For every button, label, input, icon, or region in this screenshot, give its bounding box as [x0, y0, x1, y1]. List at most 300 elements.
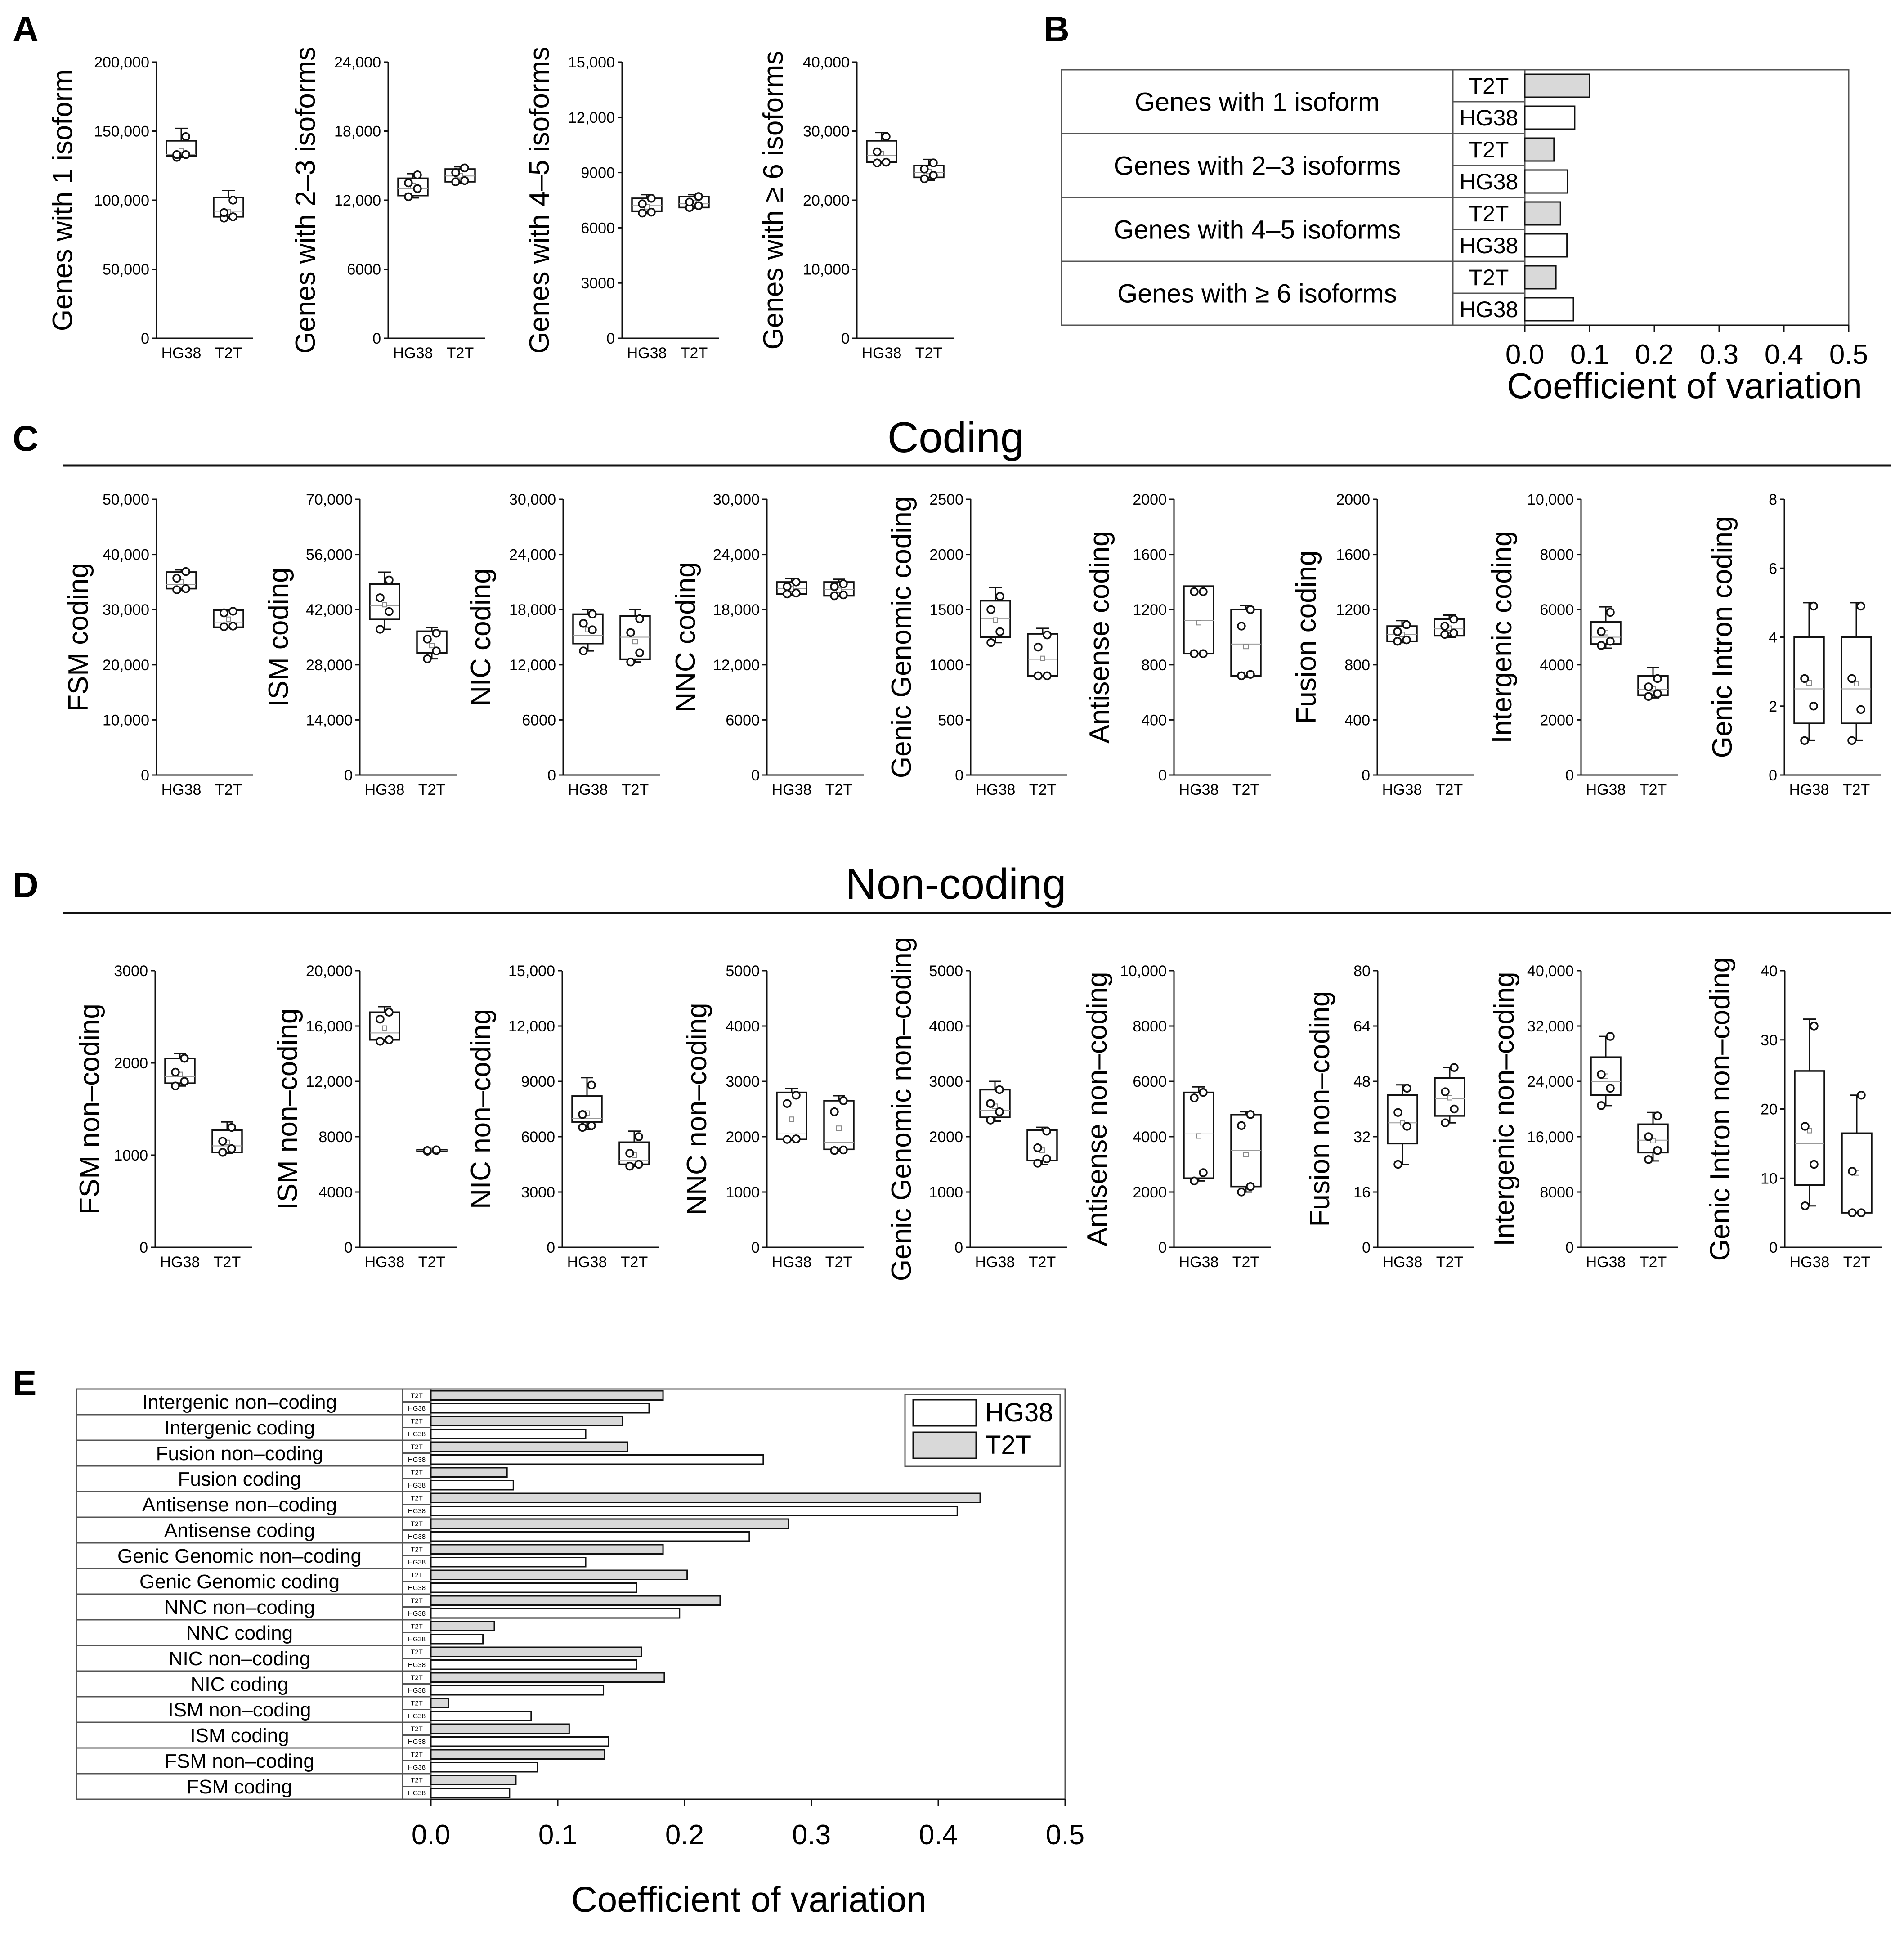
- series-label: T2T: [411, 1520, 423, 1528]
- y-tick-label: 3000: [521, 1184, 555, 1201]
- series-label: HG38: [408, 1661, 426, 1669]
- y-axis-label: Antisense coding: [1084, 531, 1115, 744]
- bar: [431, 1506, 957, 1516]
- data-point: [1654, 1112, 1661, 1120]
- data-point: [987, 1100, 994, 1107]
- y-tick-label: 30,000: [713, 491, 760, 508]
- data-point: [182, 133, 189, 140]
- y-axis-label: Fusion coding: [1291, 550, 1322, 724]
- data-point: [695, 202, 702, 209]
- y-tick-label: 40,000: [103, 546, 149, 564]
- data-point: [1607, 1085, 1614, 1092]
- data-point: [1394, 628, 1401, 635]
- y-tick-label: 1600: [1133, 546, 1167, 564]
- y-tick-label: 0: [955, 767, 963, 784]
- data-point: [229, 623, 237, 630]
- bar: [431, 1583, 636, 1593]
- boxplot: [681, 963, 864, 1271]
- y-tick-label: 4000: [726, 1018, 760, 1035]
- y-tick-label: 18,000: [334, 123, 381, 140]
- data-point: [1607, 638, 1614, 645]
- y-tick-label: 56,000: [306, 546, 353, 564]
- series-label: HG38: [408, 1712, 426, 1720]
- row-label: Antisense coding: [164, 1519, 315, 1542]
- y-tick-label: 6000: [347, 261, 381, 278]
- y-axis-label: FSM non–coding: [74, 1004, 105, 1214]
- x-tick-label: T2T: [213, 1254, 241, 1271]
- x-tick-label: HG38: [1382, 781, 1422, 798]
- mean-marker: [1244, 644, 1248, 649]
- x-tick-label: HG38: [627, 345, 667, 362]
- x-tick-label: T2T: [1232, 781, 1260, 798]
- bar: [1525, 266, 1556, 289]
- y-axis-label: Intergenic non–coding: [1489, 972, 1520, 1246]
- data-point: [1857, 603, 1864, 610]
- y-tick-label: 1200: [1133, 601, 1167, 619]
- data-point: [433, 630, 440, 637]
- data-point: [405, 193, 412, 200]
- section-title-noncoding: Non-coding: [845, 860, 1066, 908]
- data-point: [1645, 683, 1652, 690]
- y-tick-label: 14,000: [306, 712, 353, 729]
- y-tick-label: 2000: [1336, 491, 1370, 508]
- y-tick-label: 20,000: [103, 656, 149, 674]
- data-point: [452, 169, 459, 176]
- mean-marker: [1196, 1134, 1201, 1138]
- series-label: T2T: [411, 1699, 423, 1707]
- data-point: [1849, 1168, 1856, 1175]
- data-point: [1441, 631, 1448, 638]
- y-tick-label: 12,000: [334, 192, 381, 209]
- data-point: [172, 1082, 179, 1089]
- x-tick-label: 0.0: [411, 1819, 451, 1851]
- data-point: [626, 1150, 633, 1157]
- y-tick-label: 5000: [929, 963, 963, 980]
- data-point: [1858, 1209, 1865, 1216]
- y-tick-label: 6000: [1540, 601, 1574, 619]
- x-tick-label: 0.1: [538, 1819, 578, 1851]
- data-point: [635, 1133, 642, 1140]
- data-point: [376, 626, 384, 633]
- series-label: T2T: [411, 1469, 423, 1477]
- data-point: [1238, 672, 1245, 679]
- y-tick-label: 50,000: [103, 491, 149, 508]
- data-point: [1035, 672, 1042, 679]
- data-point: [840, 580, 847, 587]
- x-tick-label: T2T: [621, 781, 649, 798]
- bar: [431, 1622, 494, 1631]
- y-tick-label: 15,000: [568, 54, 615, 71]
- boxplot: [63, 491, 253, 798]
- bar: [431, 1763, 538, 1772]
- series-label: HG38: [408, 1584, 426, 1592]
- boxplot: [886, 937, 1067, 1281]
- bar: [431, 1775, 516, 1785]
- data-point: [1394, 1161, 1402, 1168]
- series-label: HG38: [408, 1405, 426, 1412]
- data-point: [639, 200, 646, 207]
- row-label: FSM non–coding: [165, 1750, 314, 1772]
- y-tick-label: 8000: [318, 1129, 353, 1146]
- series-label: T2T: [1469, 137, 1509, 162]
- data-point: [784, 1136, 791, 1143]
- data-point: [636, 615, 643, 623]
- bar: [431, 1404, 649, 1413]
- data-point: [1247, 606, 1254, 613]
- y-tick-label: 24,000: [1527, 1073, 1574, 1090]
- series-label: T2T: [411, 1443, 423, 1451]
- data-point: [1857, 706, 1864, 713]
- boxplot: [272, 963, 457, 1271]
- y-tick-label: 24,000: [509, 546, 556, 564]
- data-point: [1238, 1122, 1245, 1129]
- y-tick-label: 4000: [318, 1184, 353, 1201]
- y-tick-label: 0: [1362, 1239, 1371, 1256]
- y-tick-label: 18,000: [713, 601, 760, 619]
- boxplot: [263, 491, 457, 798]
- data-point: [1442, 1119, 1449, 1126]
- series-label: HG38: [408, 1430, 426, 1438]
- legend-label: HG38: [985, 1398, 1053, 1427]
- data-point: [1598, 1071, 1605, 1078]
- y-tick-label: 800: [1141, 656, 1167, 674]
- x-tick-label: HG38: [161, 345, 202, 362]
- boxplot: [466, 491, 660, 798]
- series-label: HG38: [408, 1507, 426, 1515]
- data-point: [793, 1092, 800, 1099]
- y-tick-label: 0: [1158, 1239, 1167, 1256]
- y-tick-label: 40,000: [1527, 963, 1574, 980]
- data-point: [1654, 690, 1661, 697]
- series-label: HG38: [408, 1789, 426, 1797]
- bar: [431, 1712, 531, 1721]
- data-point: [1810, 603, 1817, 610]
- data-point: [831, 1147, 838, 1154]
- y-tick-label: 2: [1769, 698, 1777, 715]
- bar: [431, 1430, 586, 1439]
- data-point: [930, 172, 937, 179]
- data-point: [424, 655, 431, 663]
- x-tick-label: HG38: [861, 345, 902, 362]
- y-tick-label: 16: [1353, 1184, 1371, 1201]
- panel-label-a: A: [13, 9, 39, 49]
- data-point: [588, 1081, 595, 1089]
- y-tick-label: 0: [751, 767, 760, 784]
- y-tick-label: 32: [1353, 1129, 1371, 1146]
- series-label: HG38: [408, 1738, 426, 1746]
- data-point: [1858, 1092, 1865, 1099]
- series-label: T2T: [411, 1494, 423, 1502]
- boxplot: [74, 963, 252, 1271]
- bar: [431, 1698, 448, 1708]
- mean-marker: [1447, 1096, 1452, 1100]
- y-tick-label: 2000: [114, 1055, 148, 1072]
- panel-a-boxplots: [47, 47, 954, 362]
- data-point: [1801, 737, 1808, 744]
- bar: [431, 1737, 609, 1747]
- y-tick-label: 20,000: [803, 192, 850, 209]
- y-axis-label: Genes with 1 isoform: [47, 69, 78, 332]
- x-tick-label: HG38: [1586, 1254, 1626, 1271]
- x-tick-label: 0.3: [792, 1819, 831, 1851]
- bar: [1525, 202, 1560, 225]
- data-point: [1238, 623, 1245, 630]
- y-tick-label: 40: [1761, 963, 1778, 980]
- y-tick-label: 12,000: [508, 1018, 555, 1035]
- data-point: [987, 1116, 994, 1124]
- data-point: [433, 647, 440, 654]
- row-label: ISM coding: [190, 1724, 289, 1747]
- bar: [431, 1442, 627, 1452]
- data-point: [1810, 1161, 1818, 1168]
- data-point: [1607, 609, 1614, 616]
- boxplot: [290, 47, 485, 362]
- bar: [431, 1609, 680, 1618]
- bar: [431, 1558, 586, 1567]
- data-point: [182, 568, 189, 575]
- mean-marker: [1244, 1152, 1248, 1157]
- y-tick-label: 4000: [1540, 656, 1574, 674]
- x-tick-label: T2T: [215, 345, 242, 362]
- row-label: Antisense non–coding: [142, 1493, 337, 1516]
- data-point: [831, 592, 838, 600]
- data-point: [1043, 1155, 1050, 1162]
- y-tick-label: 8: [1769, 491, 1777, 508]
- y-tick-label: 18,000: [509, 601, 556, 619]
- y-tick-label: 0: [841, 330, 850, 347]
- data-point: [793, 1135, 800, 1143]
- y-tick-label: 6000: [1133, 1073, 1167, 1090]
- y-tick-label: 0: [1158, 767, 1167, 784]
- y-tick-label: 5000: [726, 963, 760, 980]
- y-tick-label: 8000: [1540, 546, 1574, 564]
- data-point: [173, 574, 180, 582]
- x-tick-label: 0.5: [1829, 339, 1868, 370]
- data-point: [1645, 1156, 1652, 1163]
- y-tick-label: 6000: [522, 712, 556, 729]
- y-tick-label: 2000: [1540, 712, 1574, 729]
- x-tick-label: HG38: [771, 1254, 812, 1271]
- legend: [905, 1394, 1060, 1466]
- data-point: [424, 1147, 431, 1154]
- series-label: T2T: [1469, 73, 1509, 99]
- data-point: [385, 1036, 393, 1044]
- y-tick-label: 12,000: [509, 656, 556, 674]
- y-tick-label: 0: [1769, 767, 1777, 784]
- series-label: HG38: [408, 1482, 426, 1489]
- y-tick-label: 100,000: [94, 192, 149, 209]
- x-tick-label: HG38: [393, 345, 433, 362]
- box-iqr: [1184, 586, 1214, 654]
- data-point: [1043, 1128, 1050, 1135]
- boxplot: [1082, 963, 1271, 1271]
- data-point: [1654, 1147, 1661, 1154]
- data-point: [589, 626, 596, 633]
- data-point: [626, 1163, 633, 1170]
- data-point: [1247, 671, 1254, 678]
- boxplot: [1489, 963, 1678, 1271]
- box-iqr: [1231, 609, 1261, 676]
- y-tick-label: 80: [1353, 963, 1371, 980]
- data-point: [1450, 629, 1457, 636]
- panel-d-noncoding-boxplots: [74, 937, 1882, 1281]
- x-tick-label: T2T: [1843, 1254, 1871, 1271]
- series-label: T2T: [411, 1751, 423, 1759]
- y-axis-label: Genic Intron coding: [1707, 516, 1738, 758]
- data-point: [1451, 1106, 1458, 1113]
- x-tick-label: T2T: [680, 345, 708, 362]
- y-tick-label: 70,000: [306, 491, 353, 508]
- x-tick-label: T2T: [418, 1254, 446, 1271]
- x-tick-label: 0.2: [1635, 339, 1674, 370]
- box-iqr: [165, 1058, 195, 1083]
- y-tick-label: 8000: [1133, 1018, 1167, 1035]
- x-tick-label: T2T: [825, 781, 853, 798]
- y-tick-label: 30,000: [803, 123, 850, 140]
- panel-c-coding-boxplots: [63, 491, 1881, 798]
- box-iqr: [1638, 676, 1668, 695]
- x-tick-label: HG38: [364, 781, 405, 798]
- y-tick-label: 6: [1769, 560, 1777, 578]
- x-axis-title: Coefficient of variation: [571, 1879, 927, 1919]
- series-label: HG38: [1459, 297, 1519, 322]
- y-tick-label: 3000: [726, 1073, 760, 1090]
- data-point: [452, 178, 459, 185]
- x-tick-label: 0.2: [665, 1819, 704, 1851]
- series-label: HG38: [408, 1764, 426, 1771]
- y-tick-label: 2000: [1133, 1184, 1167, 1201]
- row-label: NIC non–coding: [168, 1647, 311, 1670]
- mean-marker: [382, 602, 387, 607]
- bar: [431, 1596, 720, 1605]
- data-point: [1200, 1169, 1207, 1176]
- bar: [431, 1416, 623, 1426]
- bar: [431, 1660, 636, 1670]
- x-tick-label: HG38: [771, 781, 812, 798]
- y-axis-label: ISM coding: [263, 567, 294, 707]
- data-point: [579, 1124, 586, 1131]
- row-label: Genes with ≥ 6 isoforms: [1117, 279, 1397, 309]
- x-tick-label: HG38: [1789, 1254, 1830, 1271]
- boxplot: [758, 51, 954, 362]
- data-point: [1849, 1209, 1856, 1216]
- y-tick-label: 1200: [1336, 601, 1370, 619]
- mean-marker: [382, 1026, 387, 1031]
- row-label: FSM coding: [187, 1775, 292, 1798]
- y-tick-label: 1500: [929, 601, 963, 619]
- x-tick-label: T2T: [915, 345, 943, 362]
- y-tick-label: 12,000: [306, 1073, 353, 1090]
- y-tick-label: 30: [1761, 1031, 1778, 1049]
- y-tick-label: 1000: [726, 1184, 760, 1201]
- data-point: [1200, 588, 1207, 595]
- y-tick-label: 3000: [929, 1073, 963, 1090]
- x-tick-label: T2T: [215, 781, 242, 798]
- data-point: [648, 209, 655, 216]
- series-label: T2T: [411, 1392, 423, 1400]
- data-point: [220, 209, 228, 216]
- data-point: [1848, 675, 1855, 682]
- x-tick-label: T2T: [1435, 781, 1463, 798]
- y-tick-label: 3000: [581, 275, 615, 292]
- y-tick-label: 2500: [929, 491, 963, 508]
- data-point: [1598, 642, 1605, 649]
- data-point: [793, 578, 800, 586]
- data-point: [784, 590, 791, 597]
- series-label: HG38: [408, 1559, 426, 1566]
- box-iqr: [370, 584, 399, 619]
- data-point: [831, 1108, 838, 1116]
- y-tick-label: 0: [344, 1239, 353, 1256]
- box-iqr: [980, 1089, 1010, 1117]
- x-tick-label: 0.3: [1699, 339, 1739, 370]
- x-tick-label: T2T: [1639, 1254, 1667, 1271]
- data-point: [461, 177, 468, 184]
- data-point: [840, 592, 847, 599]
- data-point: [219, 1149, 226, 1156]
- y-axis-label: NNC coding: [670, 562, 701, 713]
- data-point: [1403, 636, 1410, 644]
- y-tick-label: 10,000: [103, 712, 149, 729]
- data-point: [181, 1078, 188, 1085]
- data-point: [1394, 1109, 1402, 1116]
- y-tick-label: 0: [1362, 767, 1370, 784]
- data-point: [1441, 623, 1448, 630]
- data-point: [1801, 675, 1808, 682]
- data-point: [686, 198, 693, 206]
- bar: [431, 1788, 510, 1798]
- bar: [431, 1455, 763, 1465]
- y-tick-label: 24,000: [713, 546, 760, 564]
- data-point: [996, 593, 1004, 600]
- bar: [1525, 138, 1554, 161]
- row-label: Fusion non–coding: [156, 1442, 323, 1465]
- y-axis-label: NIC non–coding: [466, 1009, 497, 1209]
- x-tick-label: T2T: [1232, 1254, 1260, 1271]
- data-point: [229, 197, 237, 204]
- row-label: Genes with 4–5 isoforms: [1113, 215, 1401, 245]
- y-tick-label: 28,000: [306, 656, 353, 674]
- data-point: [1403, 1123, 1411, 1130]
- bar: [1525, 74, 1590, 97]
- data-point: [229, 608, 237, 615]
- data-point: [173, 586, 180, 593]
- data-point: [921, 166, 928, 173]
- y-tick-label: 16,000: [1527, 1129, 1574, 1146]
- y-tick-label: 400: [1344, 712, 1370, 729]
- y-axis-label: FSM coding: [63, 563, 94, 712]
- boxplot: [1291, 491, 1474, 798]
- x-tick-label: 0.5: [1045, 1819, 1085, 1851]
- data-point: [182, 151, 189, 158]
- mean-marker: [789, 1117, 794, 1121]
- mean-marker: [226, 617, 231, 622]
- data-point: [461, 164, 468, 171]
- y-tick-label: 12,000: [568, 109, 615, 126]
- data-point: [1191, 650, 1198, 657]
- data-point: [695, 193, 702, 200]
- boxplot: [466, 963, 659, 1271]
- x-tick-label: T2T: [1842, 781, 1870, 798]
- box-iqr: [1028, 634, 1057, 676]
- y-axis-label: Genic Genomic coding: [886, 496, 917, 779]
- data-point: [1645, 693, 1652, 700]
- x-tick-label: T2T: [620, 1254, 648, 1271]
- x-tick-label: 0.4: [918, 1819, 958, 1851]
- row-label: Genes with 2–3 isoforms: [1113, 151, 1401, 181]
- mean-marker: [993, 618, 998, 622]
- bar: [431, 1673, 664, 1682]
